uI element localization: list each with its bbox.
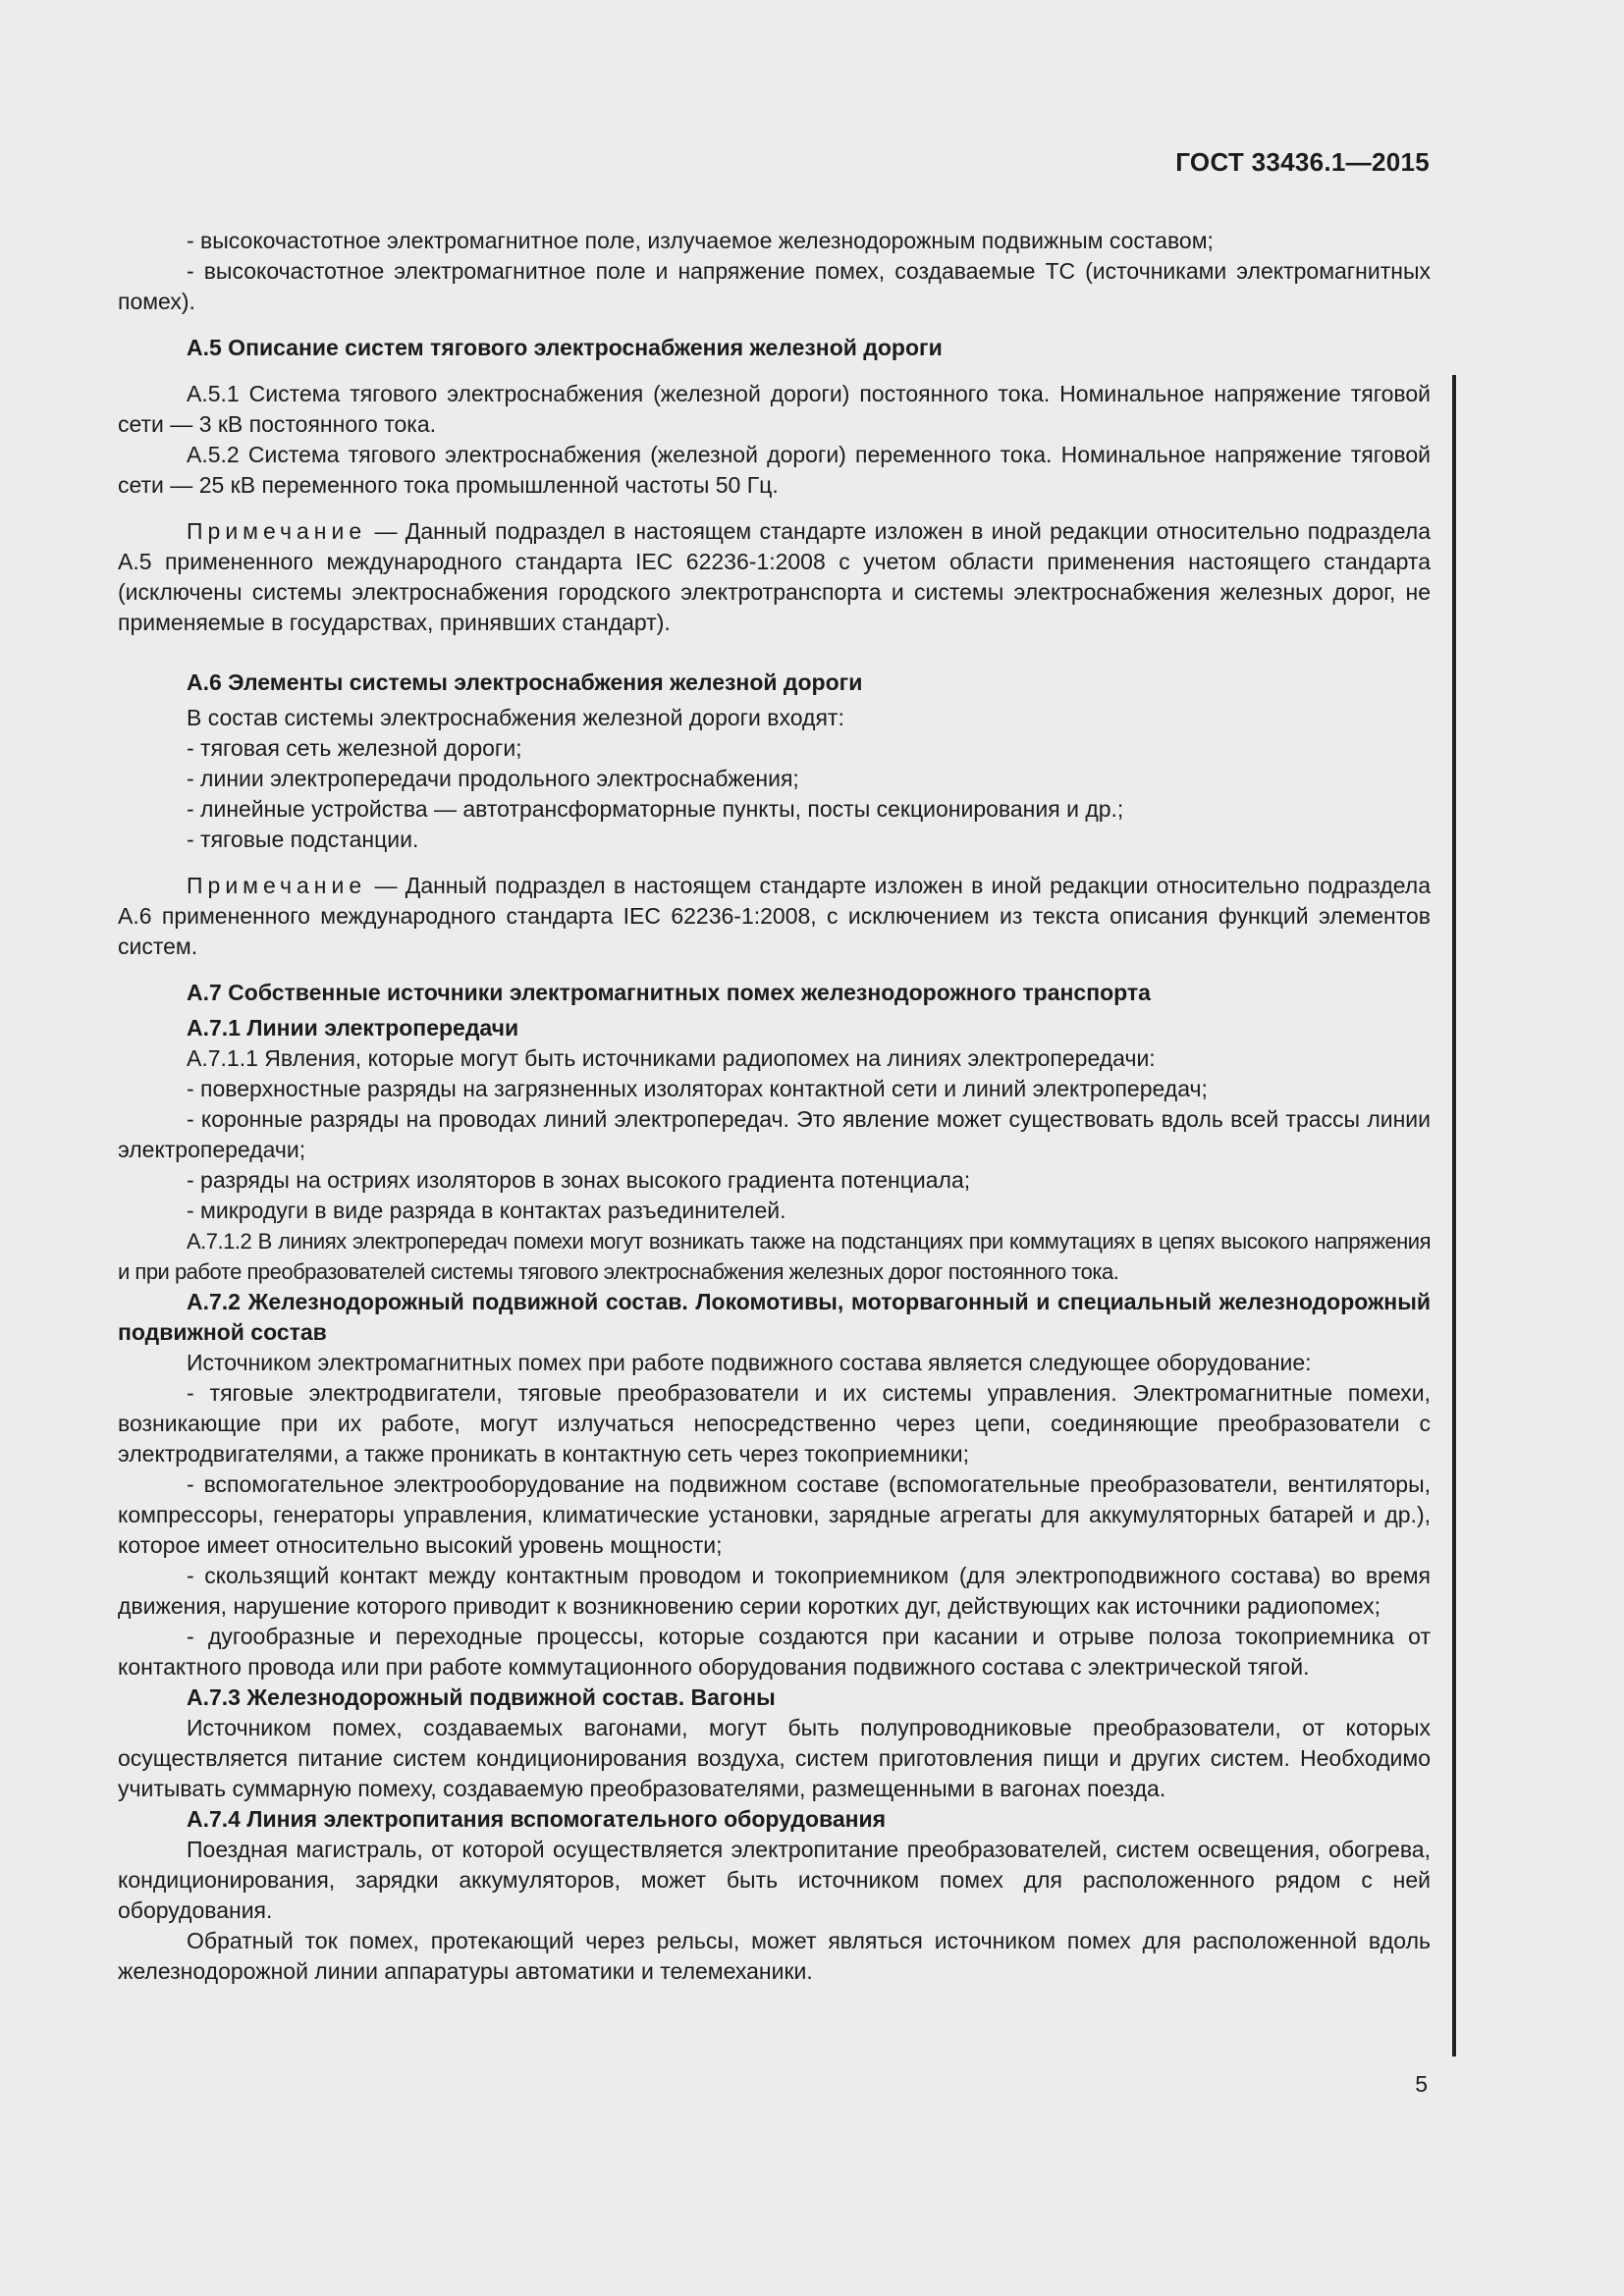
section-a73-heading: А.7.3 Железнодорожный подвижной состав. Вагоны: [187, 1684, 776, 1710]
intro-list-item: - высокочастотное электромагнитное поле, излучаемое железнодорожным подвижным составом;: [187, 228, 1214, 253]
section-a74-heading: А.7.4 Линия электропитания вспомогательного оборудования: [187, 1806, 887, 1832]
page-number: 5: [1415, 2071, 1428, 2097]
change-bar: [1452, 375, 1456, 2056]
section-a5-note: [118, 516, 1431, 638]
section-a5-paragraph: А.5.2 Система тягового электроснабжения (железной дороги) переменного тока. Номинальное напряжение тяговой сети — 25 кВ переменного тока промышленной частоты 50 Гц.: [118, 442, 1431, 498]
list-item: - вспомогательное электрооборудование на подвижном составе (вспомогательные преобразователи, вентиляторы, компрессоры, генераторы управления, климатические установки, зарядные агрегаты для аккумуляторных батарей и др.), которое имеет относительно высокий уровень мощности;: [118, 1471, 1431, 1558]
list-item: - разряды на остриях изоляторов в зонах высокого градиента потенциала;: [187, 1167, 971, 1193]
list-item: - поверхностные разряды на загрязненных изоляторах контактной сети и линий электропередач;: [187, 1076, 1208, 1101]
list-item: - тяговая сеть железной дороги;: [187, 735, 522, 761]
section-a71-paragraph: А.7.1.2 В линиях электропередач помехи могут возникать также на подстанциях при коммутациях в цепях высокого напряжения и при работе преобразователей системы тягового электроснабжения железных дорог постоянного тока.: [118, 1229, 1431, 1284]
section-a7-heading: А.7 Собственные источники электромагнитных помех железнодорожного транспорта: [187, 980, 1151, 1005]
list-item: - линии электропередачи продольного электроснабжения;: [187, 766, 799, 791]
section-a6-heading: А.6 Элементы системы электроснабжения железной дороги: [187, 669, 863, 695]
section-a71-paragraph: А.7.1.1 Явления, которые могут быть источниками радиопомех на линиях электропередачи:: [187, 1045, 1156, 1071]
note-text: — Данный подраздел в настоящем стандарте изложен в иной редакции относительно подраздела А.6 примененного международного стандарта IEC 62236-1:2008, с исключением из текста описания функций элементов систем.: [118, 873, 1431, 959]
list-item: - тяговые электродвигатели, тяговые преобразователи и их системы управления. Электромагнитные помехи, возникающие при их работе, могут излучаться непосредственно через цепи, соединяющие преобразователи с электродвигателями, а также проникать в контактную сеть через токоприемники;: [118, 1380, 1431, 1467]
section-a74-paragraph: Поездная магистраль, от которой осуществляется электропитание преобразователей, систем освещения, обогрева, кондиционирования, зарядки аккумуляторов, может быть источником помех для расположенного рядом с ней оборудования.: [118, 1837, 1431, 1923]
list-item: - микродуги в виде разряда в контактах разъединителей.: [187, 1198, 786, 1223]
list-item: - коронные разряды на проводах линий электропередач. Это явление может существовать вдоль всей трассы линии электропередачи;: [118, 1106, 1431, 1162]
list-item: - скользящий контакт между контактным проводом и токоприемником (для электроподвижного состава) во время движения, нарушение которого приводит к возникновению серии коротких дуг, действующих как источники радиопомех;: [118, 1563, 1431, 1619]
section-a72-heading: А.7.2 Железнодорожный подвижной состав. Локомотивы, моторвагонный и специальный железнодорожный подвижной состав: [118, 1289, 1431, 1345]
section-a6-note: [118, 871, 1431, 962]
section-a72-intro: Источником электромагнитных помех при работе подвижного состава является следующее оборудование:: [187, 1350, 1312, 1375]
document-code-header: ГОСТ 33436.1—2015: [1175, 147, 1430, 177]
note-label: Примечание: [187, 518, 367, 544]
section-a71-heading: А.7.1 Линии электропередачи: [187, 1015, 519, 1041]
list-item: - линейные устройства — автотрансформаторные пункты, посты секционирования и др.;: [187, 796, 1124, 822]
document-body: [118, 226, 1431, 1987]
section-a74-paragraph: Обратный ток помех, протекающий через рельсы, может являться источником помех для расположенной вдоль железнодорожной линии аппаратуры автоматики и телемеханики.: [118, 1928, 1431, 1984]
list-item: - дугообразные и переходные процессы, которые создаются при касании и отрыве полоза токоприемника от контактного провода или при работе коммутационного оборудования подвижного состава с электрической тягой.: [118, 1624, 1431, 1680]
section-a73-paragraph: Источником помех, создаваемых вагонами, могут быть полупроводниковые преобразователи, от которых осуществляется питание систем кондиционирования воздуха, систем приготовления пищи и других систем. Необходимо учитывать суммарную помеху, создаваемую преобразователями, размещенными в вагонах поезда.: [118, 1715, 1431, 1801]
section-a5-paragraph: А.5.1 Система тягового электроснабжения (железной дороги) постоянного тока. Номинальное напряжение тяговой сети — 3 кВ постоянного тока.: [118, 381, 1431, 437]
note-text: — Данный подраздел в настоящем стандарте изложен в иной редакции относительно подраздела А.5 примененного международного стандарта IEC 62236-1:2008 с учетом области применения настоящего стандарта (исключены системы электроснабжения городского электротранспорта и системы электроснабжения железных дорог, не применяемые в государствах, принявших стандарт).: [118, 518, 1431, 635]
section-a5-heading: А.5 Описание систем тягового электроснабжения железной дороги: [187, 335, 943, 360]
list-item: - тяговые подстанции.: [187, 827, 419, 852]
note-label: Примечание: [187, 873, 367, 898]
intro-list-item: - высокочастотное электромагнитное поле и напряжение помех, создаваемые ТС (источниками электромагнитных помех).: [118, 258, 1431, 314]
section-a6-intro: В состав системы электроснабжения железной дороги входят:: [187, 705, 844, 730]
